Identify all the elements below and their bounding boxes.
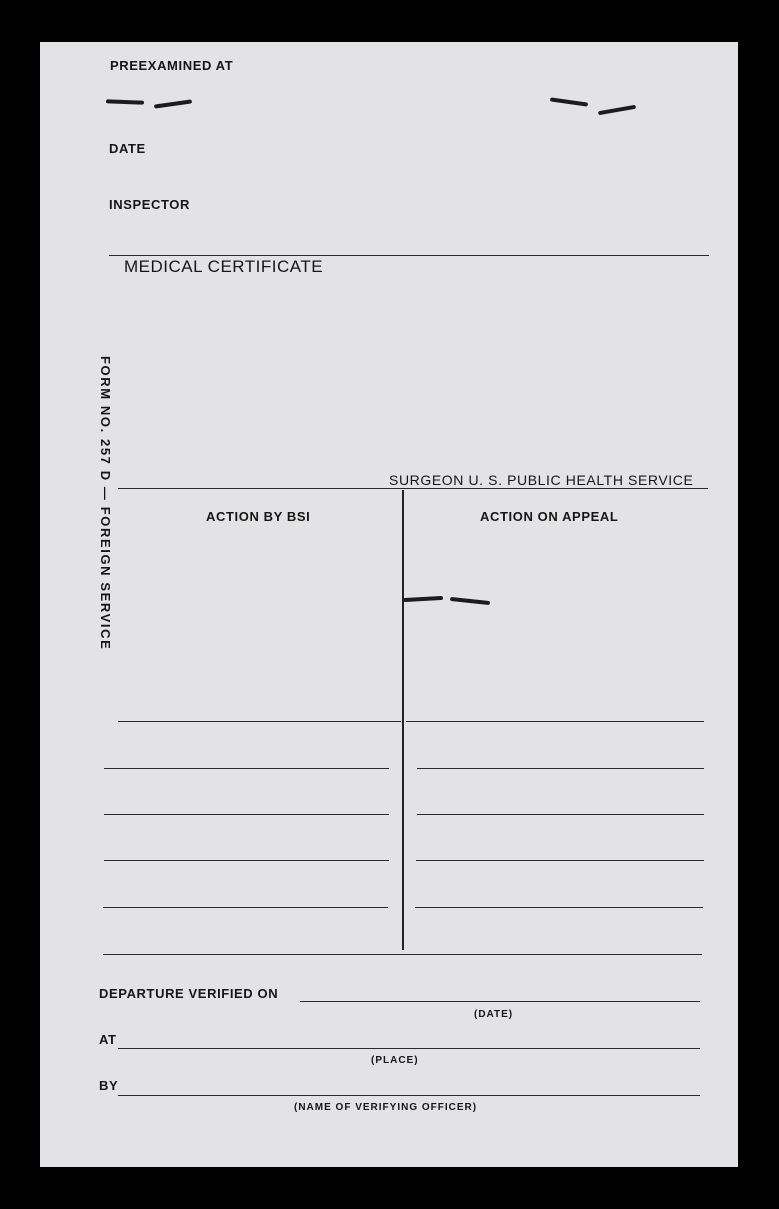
place-line: [118, 1048, 700, 1049]
surgeon-rule: [118, 488, 708, 489]
at-label: AT: [99, 1032, 117, 1047]
column-divider: [402, 490, 404, 950]
appeal-line: [416, 860, 704, 861]
bsi-line: [118, 721, 401, 722]
bsi-line: [104, 768, 389, 769]
appeal-line: [417, 814, 704, 815]
departure-date-line: [300, 1001, 700, 1002]
surgeon-label: SURGEON U. S. PUBLIC HEALTH SERVICE: [389, 472, 694, 488]
place-caption: (PLACE): [371, 1055, 419, 1066]
preexamined-label: PREEXAMINED AT: [110, 58, 234, 73]
appeal-line: [415, 907, 703, 908]
by-label: BY: [99, 1078, 119, 1093]
date-label: DATE: [109, 141, 146, 156]
officer-caption: (NAME OF VERIFYING OFFICER): [294, 1102, 478, 1113]
appeal-line: [417, 768, 704, 769]
form-number-side-label: FORM NO. 257 D — FOREIGN SERVICE: [98, 356, 113, 651]
inspector-label: INSPECTOR: [109, 197, 191, 212]
date-caption: (DATE): [474, 1009, 514, 1020]
action-appeal-heading: ACTION ON APPEAL: [480, 509, 619, 524]
certificate-title: MEDICAL CERTIFICATE: [124, 257, 324, 276]
actions-bottom-rule: [103, 954, 702, 955]
bsi-line: [104, 814, 389, 815]
officer-line: [118, 1095, 700, 1096]
certificate-top-rule: [109, 255, 709, 256]
appeal-line: [406, 721, 704, 722]
bsi-line: [104, 860, 389, 861]
departure-label: DEPARTURE VERIFIED ON: [99, 986, 279, 1001]
bsi-line: [103, 907, 388, 908]
action-bsi-heading: ACTION BY BSI: [206, 509, 311, 524]
